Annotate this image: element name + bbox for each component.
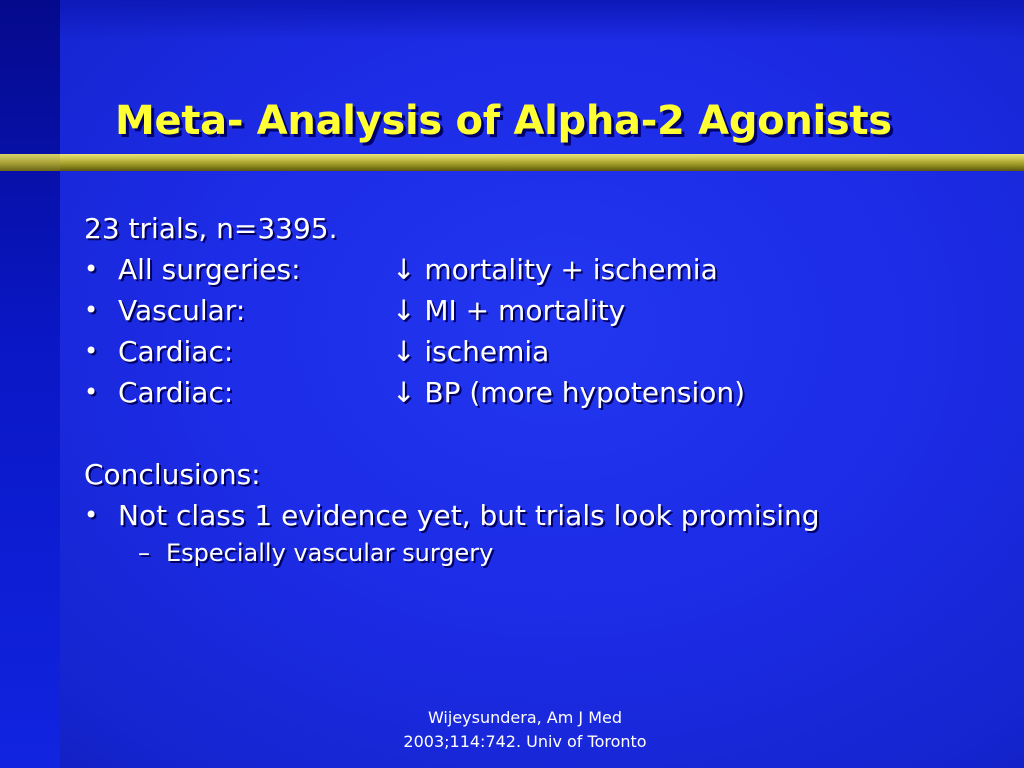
citation-line: 2003;114:742. Univ of Toronto bbox=[403, 732, 647, 751]
slide-title: Meta- Analysis of Alpha-2 Agonists bbox=[115, 98, 892, 144]
title-divider-left bbox=[0, 154, 60, 171]
bullet-icon: • bbox=[84, 378, 99, 406]
result-item bbox=[84, 249, 820, 290]
result-label: Cardiac: bbox=[118, 335, 234, 368]
top-shade bbox=[60, 0, 1024, 40]
conclusion-text: Not class 1 evidence yet, but trials look promising bbox=[118, 499, 820, 532]
citation-line: Wijeysundera, Am J Med bbox=[427, 708, 623, 727]
conclusions-heading: Conclusions: bbox=[84, 458, 261, 491]
trials-summary: 23 trials, n=3395. bbox=[84, 212, 338, 245]
conclusion-item bbox=[84, 495, 820, 536]
result-label: All surgeries: bbox=[118, 253, 301, 286]
sub-point-text: Especially vascular surgery bbox=[166, 539, 494, 567]
result-effect: ↓ mortality + ischemia bbox=[392, 253, 718, 286]
result-effect: ↓ BP (more hypotension) bbox=[392, 376, 746, 409]
title-divider bbox=[0, 154, 1024, 171]
bullet-icon: • bbox=[84, 501, 99, 529]
result-label: Cardiac: bbox=[118, 376, 234, 409]
bullet-icon: • bbox=[84, 255, 99, 283]
result-item bbox=[84, 372, 820, 413]
dash-icon: – bbox=[138, 539, 150, 567]
spacer bbox=[84, 413, 820, 454]
result-item bbox=[84, 331, 820, 372]
result-item bbox=[84, 290, 820, 331]
result-effect: ↓ ischemia bbox=[392, 335, 550, 368]
result-label: Vascular: bbox=[118, 294, 246, 327]
bullet-icon: • bbox=[84, 296, 99, 324]
slide-body bbox=[84, 208, 820, 570]
left-accent-band bbox=[0, 0, 60, 768]
result-effect: ↓ MI + mortality bbox=[392, 294, 626, 327]
bullet-icon: • bbox=[84, 337, 99, 365]
sub-point bbox=[84, 536, 820, 570]
citation bbox=[340, 706, 710, 754]
